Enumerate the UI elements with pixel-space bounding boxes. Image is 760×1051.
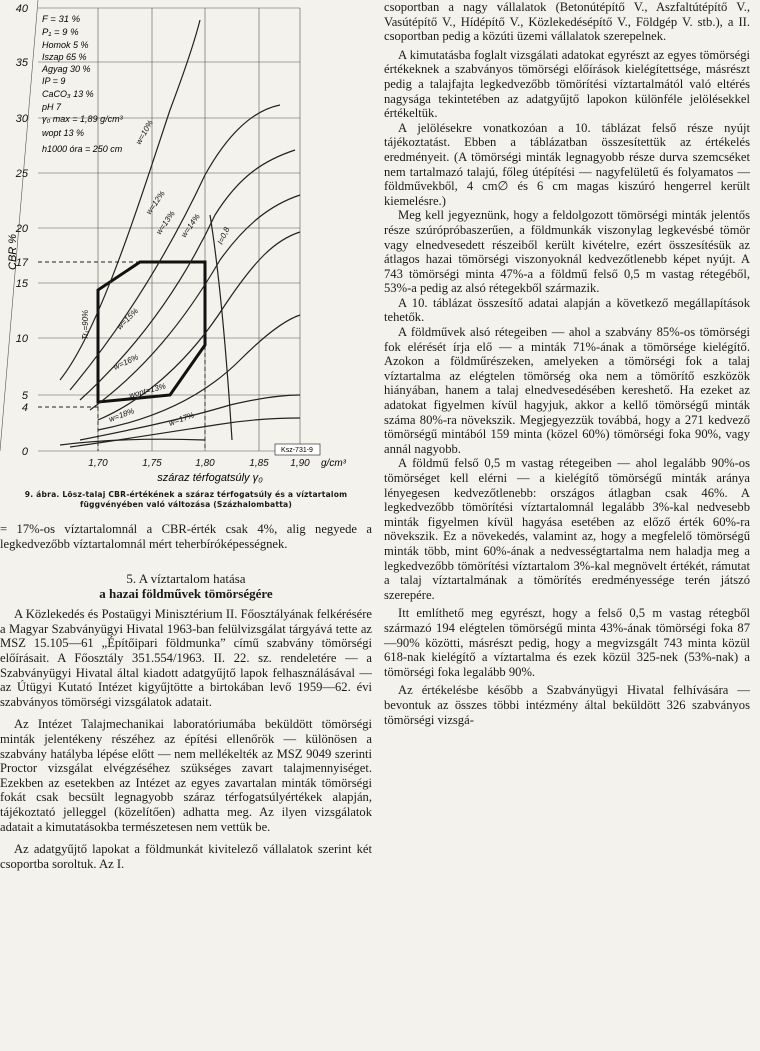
y-tick-label: 40 [15, 3, 28, 15]
x-tick-label: 1,80 [195, 458, 215, 469]
curve-label: w=14% [179, 212, 202, 240]
legend-line: wopt 13 % [42, 128, 85, 138]
paragraph: A Közlekedés és Postaügyi Minisztérium II. Főosztályának felkérésére a Magyar Szabványügyi Hivatal 1963-ban felülvizsgálat tárgyává tette az MSZ 15.105—61 „Építőipari földmunka” című szabvány tömörségi előírásait. A Főosztály 351.554/1963. II. 22. sz. rendeletére — a Szabványügyi Hivatal által kiadott adatgyűjtő lapok felhasználásával — az Útügyi Kutató Intézet kigyűjtötte a birtokában levő 1959—62. évi szabványos tömörségi vizsgálatok adatait. [0, 607, 372, 709]
legend-line: F = 31 % [42, 14, 81, 25]
legend-line: Iszap 65 % [42, 52, 87, 62]
paragraph: Meg kell jegyeznünk, hogy a feldolgozott tömörségi minták jelentős része szúrópróbaszerűen, a földmunkák viszonylag legkevésbé tömör vagy elnedvesedett részeiből került kivételre, ezért összesítésük az átlagos hazai tömörségi viszonyoknál kedvezőtlenebb képet nyújt. A 743 tömörségi minta 47%-a a földmű felső 0,5 m vastag rétegéből, 53%-a pedig az alsó rétegekből származik. [384, 208, 750, 296]
y-tick-label: 4 [21, 402, 28, 414]
figure-caption [4, 490, 368, 510]
cbr-chart [0, 0, 372, 490]
curve-label: w=18% [107, 406, 136, 424]
paragraph: A földművek alsó rétegeiben — ahol a szabvány 85%-os tömörségi fok elérését írja elő — a minták 71%-ának a tömörsége kielégítő. Azokon a földműrészeken, amelyeken a tömörségi fok a talaj víztartalma az elégtelen tömörség oka nem a tömörítő eszközök hiányában, hanem a talaj elnedvesedésében kereshető. Ha ezeket az adatokat figyelmen kívül hagyjuk, akkor a kellő tömörségű minták száma 80%-ra növekszik. Megjegyezzük továbbá, hogy a 271 kedvező tömörségű mintából 159 minta (közel 60%) tömörségi foka 90%, vagy annál nagyobb. [384, 325, 750, 456]
x-unit: g/cm³ [321, 458, 346, 469]
x-ticks [88, 458, 310, 469]
curve-label: w=16% [112, 352, 140, 372]
legend-line: γ₀ max = 1,89 g/cm³ [42, 114, 123, 124]
paragraph: A jelölésekre vonatkozóan a 10. táblázat felső része nyújt tájékoztatást. Ebben a táblázatban összesítettük az értékelés eredményeit. (A tömörségi minták legnagyobb része durva szemcséket nem tartalmazó talajú, főleg útépítési — nagyfelületű és folyamatos — földművekből, 4 cm∅ és 6 cm magas kiszúró hengerrel került kiemelésre.) [384, 120, 750, 208]
paragraph: Az Intézet Talajmechanikai laboratóriumába beküldött tömörségi minták jelentékeny részéhez az építési ellenőrök — különösen a szabvány hatályba lépése előtt — nem mellékelték az MSZ 9049 szerinti Proctor vizsgálat elvégzéséhez szükséges zavart talajmennyiséget. Ezekben az esetekben az Intézet az egyes zavartalan minták tömörségi fokát csak becsült legnagyobb száraz térfogatsúlyértékek alapján, tájékoztató jelleggel (közelítően) adhatta meg. Az ilyen vizsgálatok adatait a kimutatásokba természetesen nem vettük be. [0, 717, 372, 834]
curve-label: w=15% [115, 306, 141, 332]
y-tick-label: 20 [15, 223, 28, 235]
paragraph: A földmű felső 0,5 m vastag rétegeiben — ahol legalább 90%-os tömörséget kell elérni — a kielégítő tömörségű minták aránya lényegesen kedvezőtlenebb: országos átlagban csak 46%. A legkedvezőbb tömörítési víztartalomnál legalább 3%-kal nedvesebb minták figyelmen kívül hagyása esetében az előző érték 60%-ra növekszik. Ez a növekedés, valamint az, hogy a megfelelő tömörségű minták több, mint 60%-ának a nedvességtartalma nem haladja meg a legkedvezőbb tömörítési víztartalom 3%-kal megnövelt értékét, rámutat a talaj víztartalmának a tömörítés eredményessége terén játszó szerepére. [384, 456, 750, 602]
y-tick-label: 10 [15, 333, 28, 345]
legend-line: CaCO₃ 13 % [42, 89, 94, 99]
paragraph: Az értékelésbe később a Szabványügyi Hivatal felhívására — bevontuk az összes többi intézmény által beküldött 326 szabványos tömörségi vizsgá- [384, 683, 750, 727]
y-ticks [15, 3, 29, 458]
paragraph: A 10. táblázat összesítő adatai alapján a következő megállapítások tehetők. [384, 295, 750, 325]
section-heading [0, 571, 372, 601]
x-tick-label: 1,90 [290, 458, 310, 469]
paragraph: = 17%-os víztartalomnál a CBR-érték csak 4%, alig negyede a legkedvezőbb víztartalomnál mért teherbíróképességnek. [0, 522, 372, 551]
legend [41, 14, 124, 154]
y-tick-label: 35 [15, 57, 28, 69]
y-tick-label: 5 [21, 390, 28, 402]
legend-line: pH 7 [42, 102, 62, 112]
y-tick-label: 15 [15, 278, 28, 290]
y-tick-label: 17 [15, 257, 28, 269]
section-number: 5. A víztartalom hatása [126, 571, 246, 587]
caption-line-2: függvényében való változása (Százhalombatta) [79, 500, 293, 509]
y-tick-label: 0 [21, 446, 28, 458]
paragraph: Itt említhető meg egyrészt, hogy a felső 0,5 m vastag rétegből származó 194 elégtelen tömörségű minta 43%-ának tömörségi foka 87—90% közötti, másrészt pedig, hogy a megvizsgált 743 minta közül 618-nak kielégítő a víztartalma és ezek közül 325-nek (53%-nak) a tömörségi foka legalább 90%. [384, 606, 750, 679]
legend-line: Homok 5 % [42, 40, 89, 50]
curve-label: wopt=13% [128, 381, 167, 400]
y-axis-label: CBR % [7, 233, 19, 270]
y-tick-label: 30 [15, 113, 28, 125]
legend-line: IP = 9 [42, 76, 66, 86]
x-axis-label: száraz térfogatsúly γ₀ [157, 472, 263, 484]
x-tick-label: 1,75 [142, 458, 162, 469]
legend-line: Agyag 30 % [42, 64, 91, 74]
left-column [0, 0, 372, 871]
figure-stamp: Ksz-731-9 [281, 447, 313, 454]
curve-label: w=12% [144, 189, 167, 217]
paragraph: Az adatgyűjtő lapokat a földmunkát kivitelező vállalatok szerint két csoportba soroltuk. Az I. [0, 842, 372, 871]
x-tick-label: 1,85 [249, 458, 269, 469]
caption-line-1: 9. ábra. Lösz-talaj CBR-értékének a száraz térfogatsúly és a víztartalom [24, 490, 348, 499]
curve-label: I=0,8 [215, 225, 232, 246]
legend-line: P₁ = 9 % [42, 27, 79, 38]
right-column [384, 0, 750, 727]
cbr-figure [0, 0, 372, 490]
section-title: a hazai földművek tömörségére [99, 586, 273, 602]
curve-label: w=10% [133, 118, 155, 146]
x-tick-label: 1,70 [88, 458, 108, 469]
curve-label: Tr₁=90% [81, 309, 90, 340]
curve-label: w=17% [167, 410, 196, 428]
legend-line: h1000 óra = 250 cm [42, 144, 123, 154]
paragraph: A kimutatásba foglalt vizsgálati adatokat egyrészt az egyes tömörségi értékeknek a szabványos tömörségi előírások kielégítettsége, másrészt pedig a talajfajta legkedvezőbb tömörítési víztartalmától való eltérés nagysága tekintetében az adatgyűjtő lapokon különféle jelölésekkel értékeltük. [384, 47, 750, 121]
curve-label: w=13% [154, 209, 177, 237]
paragraph: csoportban a nagy vállalatok (Betonútépítő V., Aszfaltútépítő V., Vasútépítő V., Hídépítő V., Közlekedésépítő V., Földgép V. stb.), a II. csoportban pedig a közúti üzemi vállalatok szerepelnek. [384, 0, 750, 44]
y-tick-label: 25 [15, 168, 28, 180]
